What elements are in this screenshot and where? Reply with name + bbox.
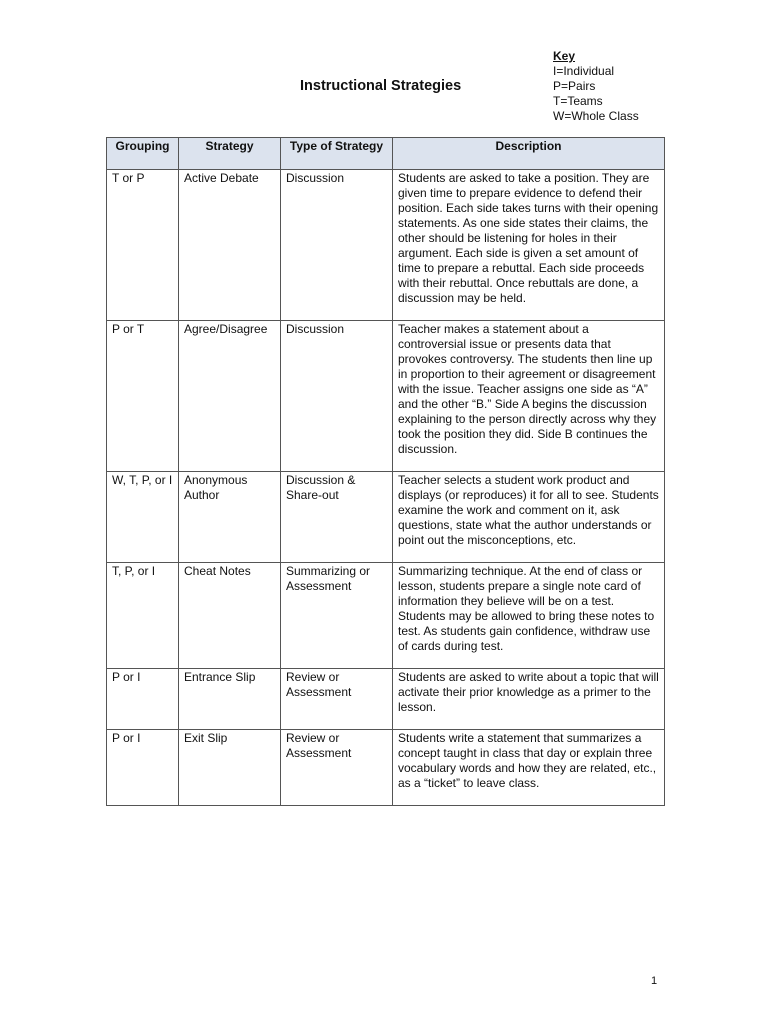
table-row: [107, 730, 665, 806]
cell-grouping: T or P: [107, 170, 179, 321]
header-grouping: Grouping: [107, 138, 179, 170]
cell-type: Discussion: [281, 170, 393, 321]
cell-description: Students are asked to write about a topic that will activate their prior knowledge as a primer to the lesson.: [393, 669, 665, 730]
cell-description: Teacher selects a student work product and displays (or reproduces) it for all to see. Students examine the work and comment on it, ask questions, state what the author understands or point out the misconceptions, etc.: [393, 472, 665, 563]
table-row: [107, 669, 665, 730]
table-row: [107, 563, 665, 669]
cell-grouping: P or T: [107, 321, 179, 472]
cell-strategy: Entrance Slip: [179, 669, 281, 730]
cell-description: Students are asked to take a position. They are given time to prepare evidence to defend their position. Each side takes turns with their opening statements. As one side states their claims, the other should be listening for holes in their argument. Each side is given a set amount of time to prepare a rebuttal. Each side proceeds with their rebuttal. Once rebuttals are done, a discussion may be held.: [393, 170, 665, 321]
cell-grouping: T, P, or I: [107, 563, 179, 669]
cell-type: Review or Assessment: [281, 730, 393, 806]
cell-type: Discussion: [281, 321, 393, 472]
page-title: Instructional Strategies: [300, 78, 462, 94]
cell-description: Summarizing technique. At the end of class or lesson, students prepare a single note card of information they believe will be on a test. Students may be allowed to bring these notes to test. As students gain confidence, withdraw use of cards during test.: [393, 563, 665, 669]
key-heading: Key: [553, 49, 576, 63]
cell-description: Teacher makes a statement about a controversial issue or presents data that provokes controversy. The students then line up in proportion to their agreement or disagreement with the issue. Teacher assigns one side as “A” and the other “B.” Side A begins the discussion explaining to the person directly across why they took the position they did. Side B continues the discussion.: [393, 321, 665, 472]
cell-grouping: P or I: [107, 730, 179, 806]
cell-strategy: Anonymous Author: [179, 472, 281, 563]
cell-strategy: Active Debate: [179, 170, 281, 321]
cell-grouping: W, T, P, or I: [107, 472, 179, 563]
table-header-row: [107, 138, 665, 170]
table-row: [107, 321, 665, 472]
cell-type: Summarizing or Assessment: [281, 563, 393, 669]
cell-type: Review or Assessment: [281, 669, 393, 730]
table-row: [107, 170, 665, 321]
cell-strategy: Cheat Notes: [179, 563, 281, 669]
cell-type: Discussion & Share-out: [281, 472, 393, 563]
key-entry-teams: T=Teams: [553, 94, 603, 108]
page-number: 1: [651, 975, 658, 987]
cell-strategy: Agree/Disagree: [179, 321, 281, 472]
strategies-table: [106, 137, 665, 806]
key-entry-pairs: P=Pairs: [553, 79, 596, 93]
key-entry-individual: I=Individual: [553, 64, 615, 78]
header-type: Type of Strategy: [281, 138, 393, 170]
header-description: Description: [393, 138, 665, 170]
cell-strategy: Exit Slip: [179, 730, 281, 806]
header-strategy: Strategy: [179, 138, 281, 170]
key-entry-whole-class: W=Whole Class: [553, 109, 639, 123]
key-legend: [553, 49, 639, 124]
table-row: [107, 472, 665, 563]
cell-description: Students write a statement that summarizes a concept taught in class that day or explain three vocabulary words and how they are related, etc., as a “ticket” to leave class.: [393, 730, 665, 806]
cell-grouping: P or I: [107, 669, 179, 730]
